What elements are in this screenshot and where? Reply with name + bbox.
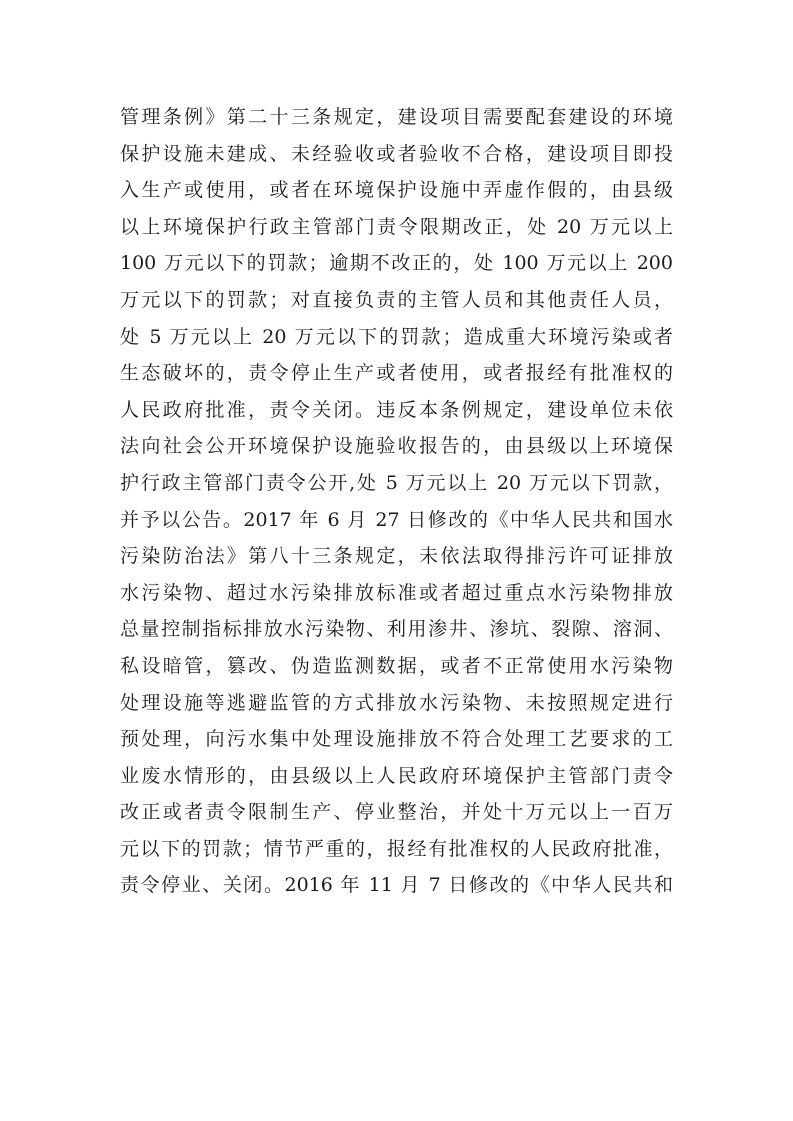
text-line-18: 预处理，向污水集中处理设施排放不符合处理工艺要求的工 (120, 728, 673, 751)
text-line-12: 并予以公告。2017 年 6 月 27 日修改的《中华人民共和国水 (120, 508, 673, 531)
text-line-21: 元以下的罚款；情节严重的，报经有批准权的人民政府批准， (120, 837, 673, 860)
text-line-17: 处理设施等逃避监管的方式排放水污染物、未按照规定进行 (120, 691, 673, 714)
text-line-15: 总量控制指标排放水污染物、利用渗井、渗坑、裂隙、溶洞、 (120, 618, 673, 641)
text-line-1: 管理条例》第二十三条规定，建设项目需要配套建设的环境 (120, 106, 673, 128)
text-line-11: 护行政主管部门责令公开,处 5 万元以上 20 万元以下罚款， (120, 471, 673, 494)
text-line-22: 责令停业、关闭。2016 年 11 月 7 日修改的《中华人民共和 (120, 874, 673, 897)
text-line-10: 法向社会公开环境保护设施验收报告的，由县级以上环境保 (120, 435, 673, 458)
text-line-20: 改正或者责令限制生产、停业整治，并处十万元以上一百万 (120, 801, 673, 824)
text-line-2: 保护设施未建成、未经验收或者验收不合格，建设项目即投 (120, 142, 673, 165)
text-line-13: 污染防治法》第八十三条规定，未依法取得排污许可证排放 (120, 545, 673, 568)
text-line-3: 入生产或使用，或者在环境保护设施中弄虚作假的，由县级 (120, 179, 673, 202)
text-line-16: 私设暗管，篡改、伪造监测数据，或者不正常使用水污染物 (120, 654, 673, 677)
text-line-19: 业废水情形的，由县级以上人民政府环境保护主管部门责令 (120, 764, 673, 787)
text-line-9: 人民政府批准，责令关闭。违反本条例规定，建设单位未依 (120, 398, 673, 421)
text-line-8: 生态破坏的，责令停止生产或者使用，或者报经有批准权的 (120, 362, 673, 385)
text-line-5: 100 万元以下的罚款；逾期不改正的，处 100 万元以上 200 (120, 252, 673, 275)
text-line-14: 水污染物、超过水污染排放标准或者超过重点水污染物排放 (120, 581, 673, 604)
text-line-7: 处 5 万元以上 20 万元以下的罚款；造成重大环境污染或者 (120, 325, 673, 348)
text-line-6: 万元以下的罚款；对直接负责的主管人员和其他责任人员， (120, 288, 673, 311)
text-line-4: 以上环境保护行政主管部门责令限期改正，处 20 万元以上 (120, 215, 673, 238)
body-paragraph (120, 99, 673, 904)
